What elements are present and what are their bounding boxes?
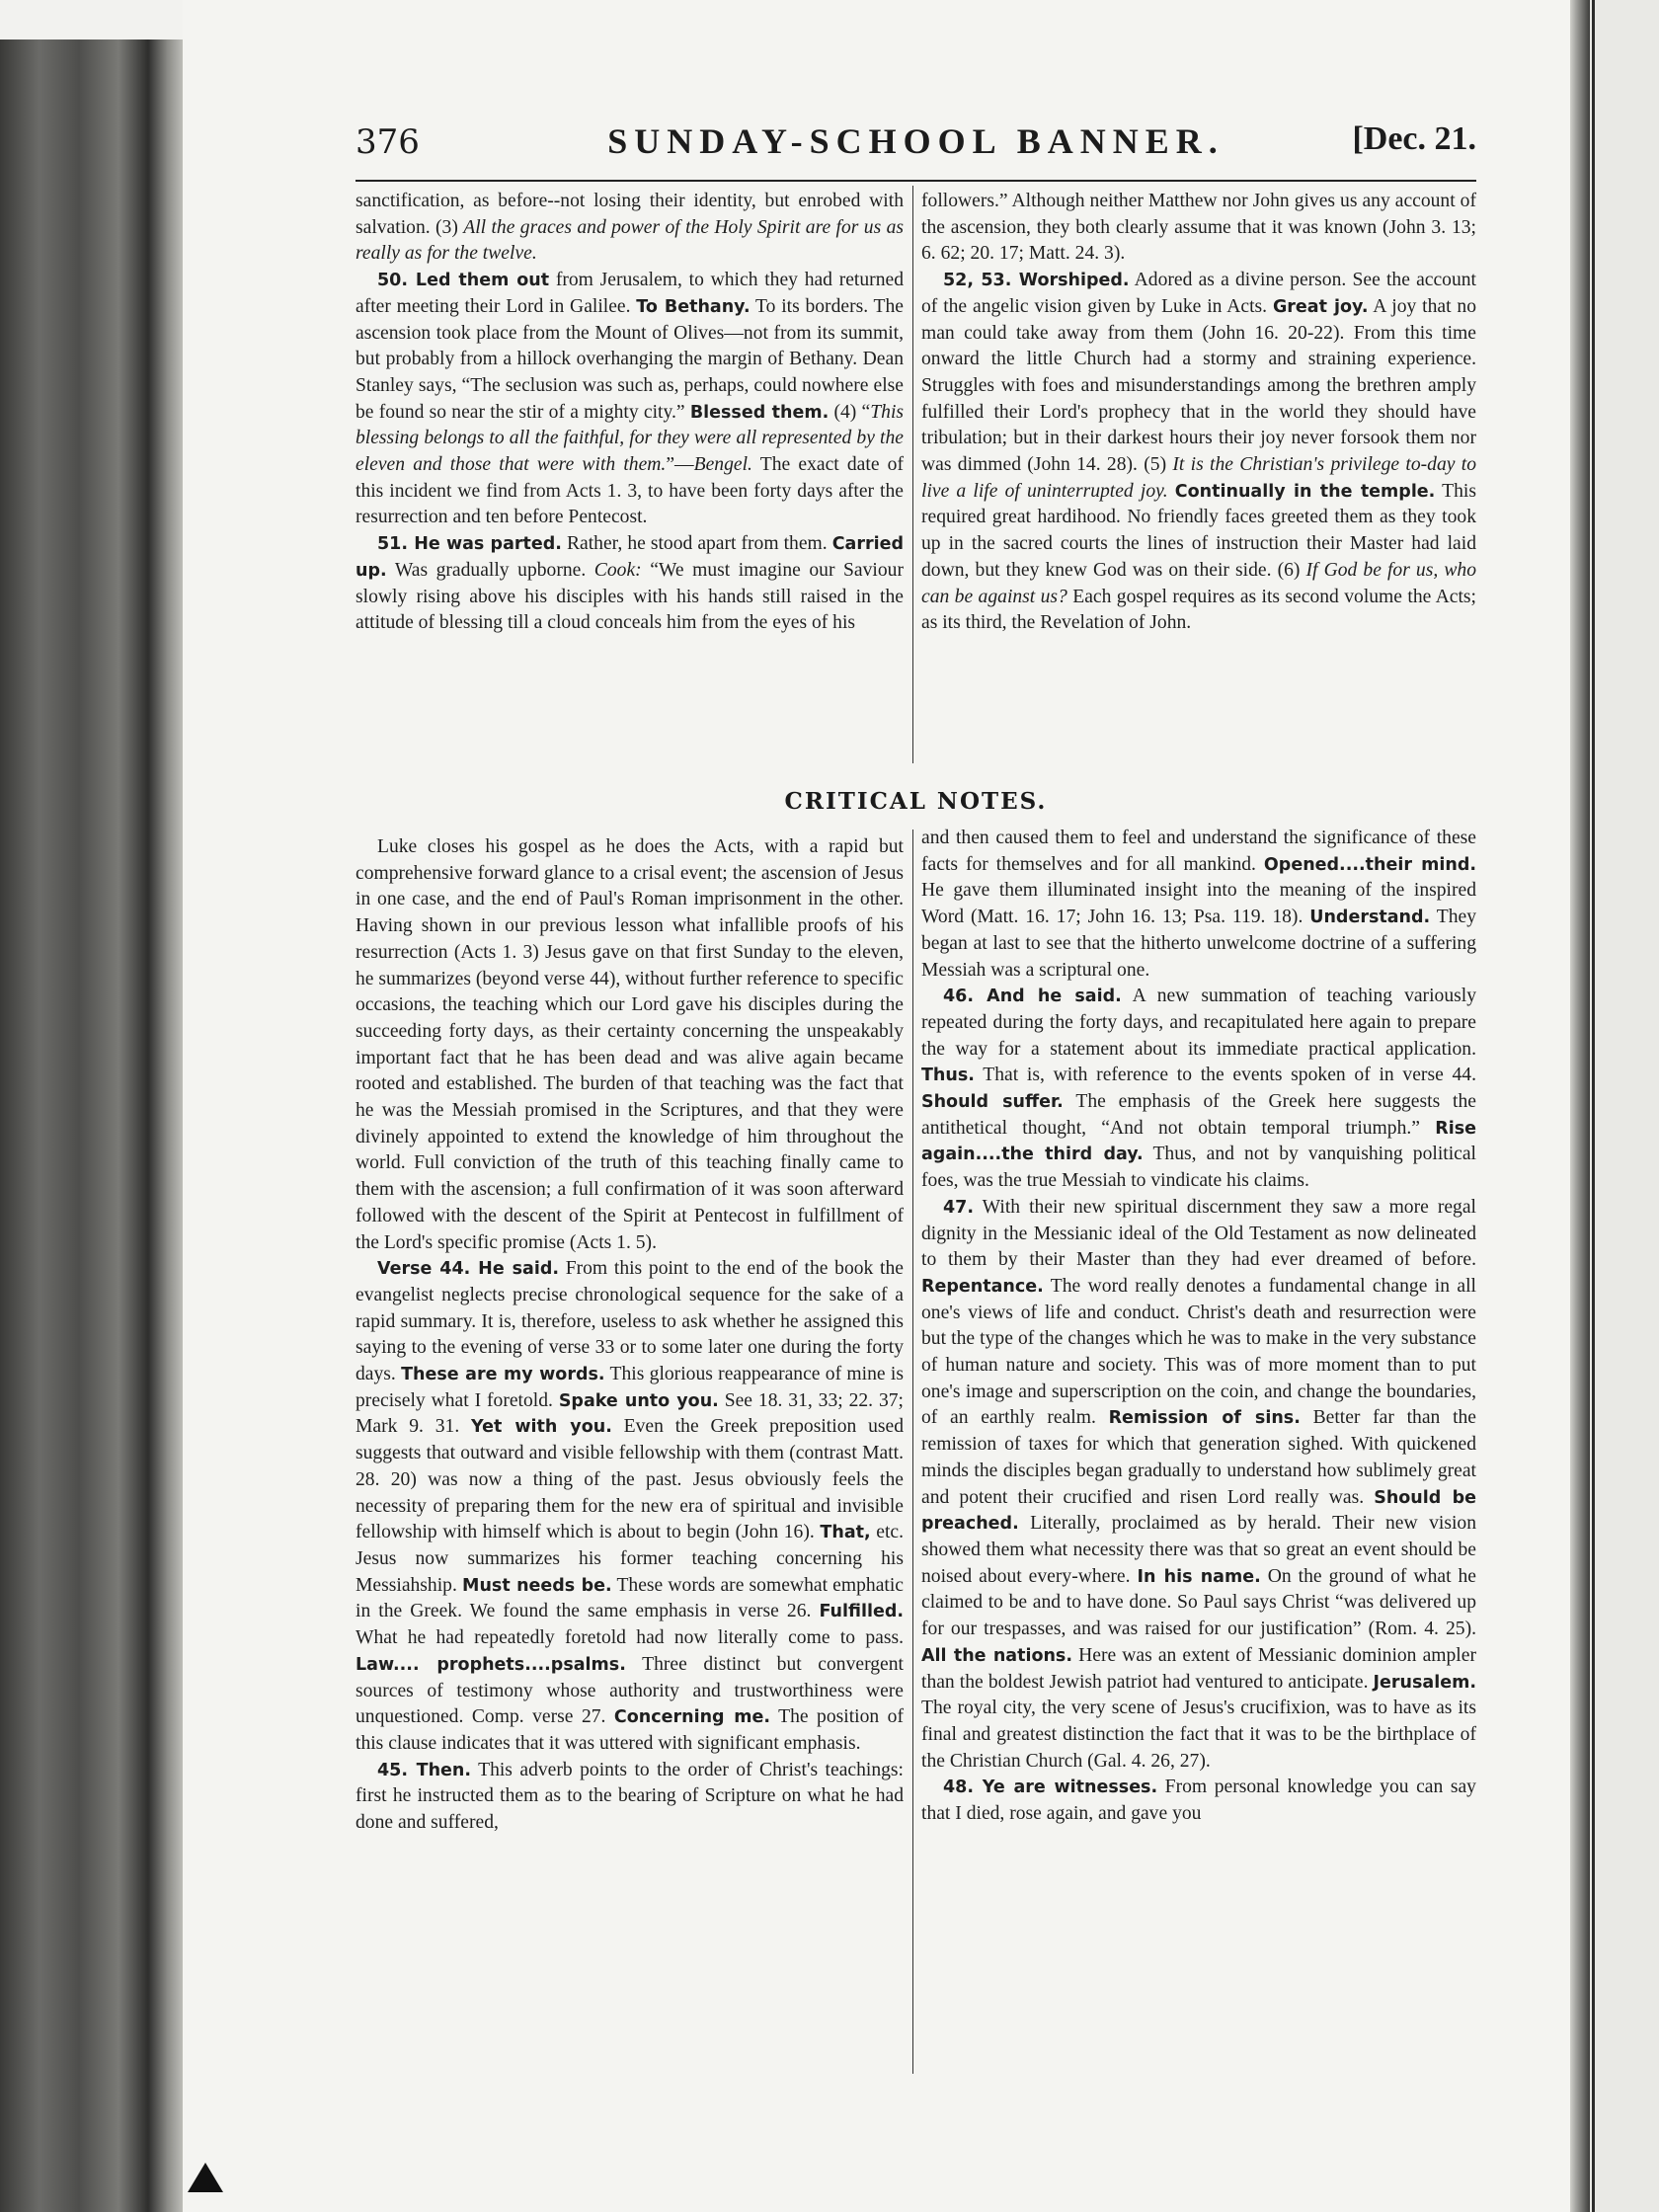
paragraph [356, 531, 904, 637]
bold-term: All the nations. [921, 1645, 1072, 1666]
issue-date: [Dec. 21. [1352, 120, 1476, 157]
body-text: The position of this clause indicates that it was uttered with significant emphasis. [356, 1706, 904, 1754]
body-text: Even the Greek preposition used suggests that outward and visible fellowship with them (contrast Matt. 28. 20) was now a thing of the past. Jesus obviously feels the necessity of preparing them for the new era of spiritual and invisible fellowship with himself which is about to begin (John 16). [356, 1416, 904, 1543]
adjacent-page [1590, 0, 1659, 2212]
bold-term: 48. Ye are witnesses. [943, 1778, 1158, 1798]
paragraph [921, 189, 1476, 268]
bold-term: Remission of sins. [1108, 1408, 1301, 1429]
body-text: What he had repeatedly foretold had now literally come to pass. [356, 1627, 904, 1649]
bold-term: Verse 44. He said. [377, 1259, 559, 1280]
bold-term: Should be preached. [921, 1487, 1476, 1535]
body-text: The word really denotes a fundamental change in all one's views of life and conduct. Christ's death and resurrection were but the type of the changes which he was to make in the very substance of human nature and society. This was of more moment than to put one's image and superscription on the coin, and change the boundaries, of an earthly realm. [921, 1275, 1476, 1429]
italic-text: Bengel. [693, 454, 752, 476]
body-text: With their new spiritual discernment they saw a more regal dignity in the Messianic ideal of the Old Testament as now delineated to them by their Master than they had ever dreamed of before. [921, 1196, 1476, 1271]
paragraph [921, 1775, 1476, 1827]
bold-term: In his name. [1137, 1566, 1261, 1587]
italic-text: All the graces and power of the Holy Spirit are for us as really as for the twelve. [356, 216, 904, 265]
paragraph [356, 1256, 904, 1757]
body-text: Literally, proclaimed as by herald. Their new vision showed them what necessity there was that so great an event should be noised about every-where. [921, 1513, 1476, 1587]
binding-top-edge [0, 0, 183, 40]
bottom-left-column [356, 834, 904, 1837]
body-text: etc. Jesus now summarizes his former teaching concerning his Messiahship. [356, 1522, 905, 1596]
body-text: Better far than the remission of taxes for which that generation sighed. With quickened minds the disciples began gradually to understand how sublimely great and potent their crucified and risen Lord really was. [921, 1407, 1477, 1508]
body-text: from Jerusalem, to which they had returned after meeting their Lord in Galilee. [356, 270, 904, 317]
top-right-column [921, 189, 1476, 637]
bold-term: Carried up. [356, 534, 905, 581]
bold-term: Repentance. [921, 1276, 1044, 1297]
bold-term: Law.... prophets....psalms. [356, 1654, 626, 1675]
bottom-right-column [921, 826, 1476, 1828]
section-heading: CRITICAL NOTES. [784, 788, 1048, 815]
body-text: Adored as a divine person. See the account of the angelic vision given by Luke in Acts. [921, 270, 1476, 317]
bold-term: Rise again....the third day. [921, 1118, 1476, 1165]
bold-term: Concerning me. [613, 1707, 770, 1728]
body-text: “We must imagine our Saviour slowly rising above his disciples with his hands still raised in the attitude of blessing till a cloud conceals him from the eyes of his [356, 559, 904, 634]
body-text: That is, with reference to the events spoken of in verse 44. [974, 1065, 1476, 1086]
body-text: followers.” Although neither Matthew nor John gives us any account of the ascension, they both clearly assume that it was known (John 3. 13; 6. 62; 20. 17; Matt. 24. 3). [921, 191, 1476, 265]
body-text: These words are somewhat emphatic in the Greek. We found the same emphasis in verse 26. [356, 1574, 904, 1622]
body-text: ”— [666, 454, 694, 476]
bold-term: 45. Then. [377, 1760, 472, 1780]
page-gutter-shadow [1570, 0, 1590, 2212]
bold-term: Spake unto you. [558, 1390, 719, 1411]
book-binding [0, 0, 183, 2212]
bold-term: These are my words. [401, 1365, 605, 1385]
body-text: Thus, and not by vanquishing political foes, was the true Messiah to vindicate his claims. [921, 1144, 1476, 1192]
body-text: sanctification, as before--not losing their identity, but enrobed with salvation. (3) [356, 191, 904, 238]
column-divider-top [912, 186, 913, 763]
body-text: This glorious reappearance of mine is precisely what I foretold. [356, 1364, 904, 1411]
italic-text: It is the Christian's privilege to-day to live a life of uninterrupted joy. [921, 454, 1476, 502]
paragraph [921, 268, 1476, 637]
header-rule [356, 180, 1476, 182]
body-text: Each gospel requires as its second volume the Acts; as its third, the Revelation of John. [921, 586, 1476, 634]
running-header [356, 117, 1476, 168]
bold-term: 46. And he said. [943, 987, 1122, 1007]
bold-term: Opened....their mind. [1263, 854, 1476, 875]
bold-term: Blessed them. [689, 402, 830, 423]
body-text: Rather, he stood apart from them. [561, 533, 832, 555]
body-text: Three distinct but convergent sources of testimony whose authority and trustworthiness were unquestioned. Comp. verse 27. [356, 1653, 904, 1728]
page-number: 376 [356, 122, 420, 162]
bold-term: Yet with you. [471, 1417, 612, 1438]
bold-term: Understand. [1309, 908, 1431, 928]
paragraph [356, 268, 904, 531]
bold-term: 47. [943, 1197, 975, 1218]
bold-term: Must needs be. [462, 1575, 612, 1596]
bold-term: Great joy. [1272, 296, 1369, 317]
body-text: The emphasis of the Greek here suggests the antithetical thought, “And not obtain temporal triumph.” [921, 1091, 1476, 1139]
body-text: This adverb points to the order of Christ's teachings: first he instructed them as to the bearing of Scripture on what he had done and suffered, [356, 1759, 904, 1834]
body-text [1168, 481, 1175, 502]
publication-title: SUNDAY-SCHOOL BANNER. [607, 121, 1224, 161]
paragraph [921, 984, 1476, 1195]
bold-term: That, [820, 1523, 871, 1543]
body-text: The royal city, the very scene of Jesus's crucifixion, was to have as its final and greatest distinction the fact that it was to be the birthplace of the Christian Church (Gal. 4. 26, 27). [921, 1698, 1476, 1772]
italic-text: Cook: [593, 559, 642, 581]
body-text: A joy that no man could take away from them (John 16. 20-22). From this time onward the little Church had a stormy and straining experience. Struggles with foes and misunderstandings among the brethren amply fulfilled their Lord's prophecy that in the world they should have tribulation; but in their darkest hours their joy never forsook them nor was dimmed (John 14. 28). (5) [921, 295, 1476, 476]
body-text: Here was an extent of Messianic dominion ampler than the boldest Jewish patriot had ventured to anticipate. [921, 1644, 1476, 1693]
italic-text: If God be for us, who can be against us? [921, 559, 1476, 607]
bold-term: 52, 53. Worshiped. [943, 271, 1130, 291]
paragraph [356, 189, 904, 268]
bold-term: Should suffer. [921, 1092, 1064, 1113]
body-text: From personal knowledge you can say that I died, rose again, and gave you [921, 1777, 1476, 1825]
bold-term: Fulfilled. [819, 1602, 904, 1622]
bold-term: To Bethany. [636, 296, 750, 317]
page-corner-mark [188, 2163, 223, 2192]
top-left-column [356, 189, 904, 637]
body-text: and then caused them to feel and understand the significance of these facts for themselves and for all mankind. [921, 828, 1476, 875]
bold-term: Continually in the temple. [1174, 481, 1436, 502]
column-divider-bottom [912, 830, 913, 2074]
paragraph [921, 826, 1476, 984]
paragraph [356, 1758, 904, 1837]
body-text: Was gradually upborne. [386, 559, 594, 581]
paragraph [356, 834, 904, 1256]
body-text: Luke closes his gospel as he does the Acts, with a rapid but comprehensive forward glance to a crisal event; the ascension of Jesus in one case, and the end of Paul's Roman imprisonment in the other. Having shown in our previous lesson what infallible proofs of his resurrection (Acts 1. 3) Jesus gave on that first Sunday to the eleven, he summarizes (beyond verse 44), without further reference to specific occasions, the teaching which our Lord gave his disciples during the succeeding forty days, as their certainty concerning the unspeakably important fact that he has been dead and was alive again became rooted and established. The burden of that teaching was the fact that he was the Messiah promised in the Scriptures, and that they were divinely appointed to extend the knowledge of him throughout the world. Full conviction of the truth of this teaching finally came to them with the ascension; a full confirmation of it was soon afterward followed with the descent of the Spirit at Pentecost in fulfillment of the Lord's specific promise (Acts 1. 5). [356, 836, 904, 1253]
bold-term: 50. Led them out [377, 271, 550, 291]
paragraph [921, 1195, 1476, 1775]
adjacent-page-edge [1592, 0, 1595, 2212]
body-text: They began at last to see that the hitherto unwelcome doctrine of a suffering Messiah was a scriptural one. [921, 907, 1476, 981]
body-text: The exact date of this incident we find from Acts 1. 3, to have been forty days after the resurrection and ten before Pentecost. [356, 454, 904, 528]
italic-text: This blessing belongs to all the faithful, for they were all represented by the eleven and those that were with them. [356, 401, 905, 476]
body-text: This required great hardihood. No friendly faces greeted them as they took up in the sacred courts the lines of instruction their Master had laid down, but they knew God was on their side. (6) [921, 480, 1476, 581]
body-text: A new summation of teaching variously repeated during the forty days, and recapitulated here again to prepare the way for a statement about its immediate practical application. [921, 986, 1476, 1060]
body-text: To its borders. The ascension took place from the Mount of Olives—not from its summit, but probably from a hillock overhanging the margin of Bethany. Dean Stanley says, “The seclusion was such as, perhaps, could nowhere else be found so near the stir of a mighty city.” [356, 295, 904, 423]
bold-term: Jerusalem. [1373, 1672, 1476, 1693]
body-text: From this point to the end of the book the evangelist neglects precise chronological sequence for the sake of a rapid summary. It is, therefore, useless to ask whether he assigned this saying to the evening of verse 33 or to some later one during the forty days. [356, 1258, 904, 1385]
body-text: He gave them illuminated insight into the meaning of the inspired Word (Matt. 16. 17; John 16. 13; Psa. 119. 18). [921, 880, 1476, 928]
bold-term: 51. He was parted. [377, 534, 562, 555]
bold-term: Thus. [921, 1066, 975, 1086]
body-text: See 18. 31, 33; 22. 37; Mark 9. 31. [356, 1389, 905, 1438]
body-text: On the ground of what he claimed to be and to have done. So Paul says Christ “was delivered up for our trespasses, and was raised for our justification” (Rom. 4. 25). [921, 1565, 1477, 1640]
body-text: (4) “ [829, 401, 871, 423]
